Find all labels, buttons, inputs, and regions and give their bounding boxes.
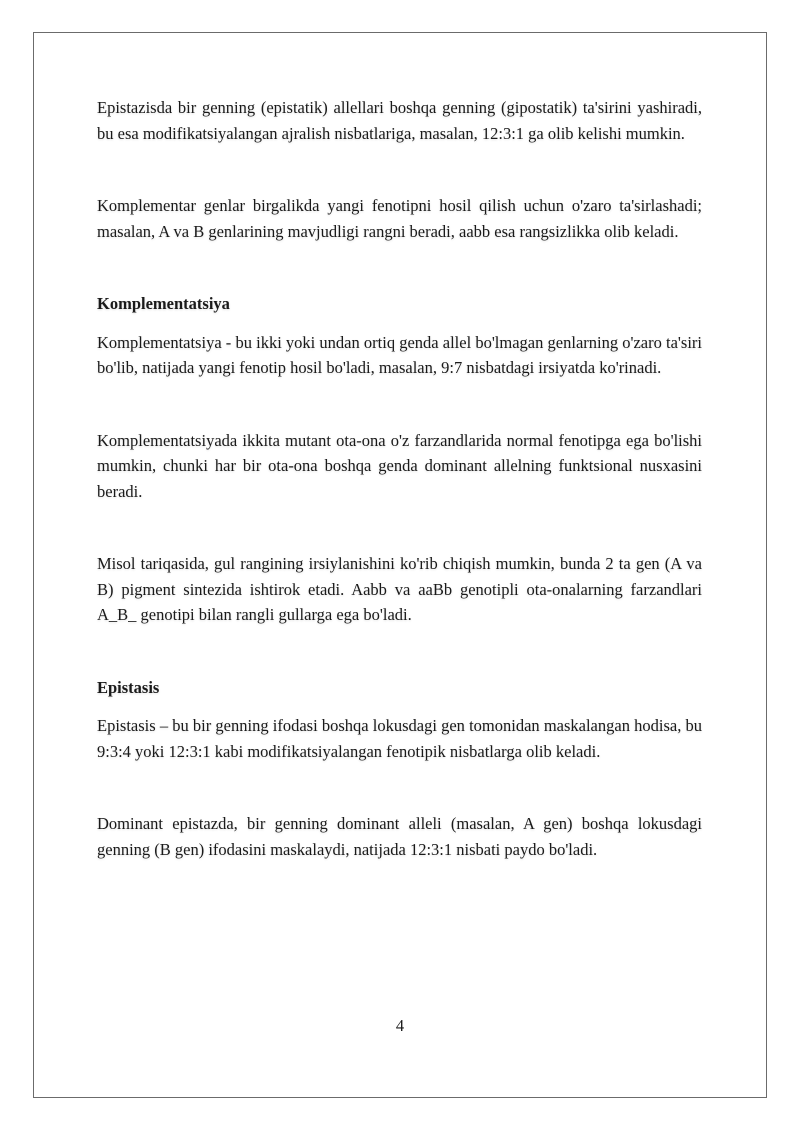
paragraph-dominant-epistasis: Dominant epistazda, bir genning dominant alleli (masalan, A gen) boshqa lokusdagi genning (B gen) ifodasini maskalaydi, natijada 12:3:1 nisbati paydo bo'ladi.: [97, 814, 702, 859]
paragraph-complementation-mutants: Komplementatsiyada ikkita mutant ota-ona o'z farzandlarida normal fenotipga ega bo'lishi mumkin, chunki har bir ota-ona boshqa genda dominant allelning funktsional nusxasini beradi.: [97, 430, 702, 501]
paragraph-complementary-genes: Komplementar genlar birgalikda yangi fenotipni hosil qilish uchun o'zaro ta'sirlashadi; masalan, A va B genlarining mavjudligi rangni beradi, aabb esa rangsizlikka olib keladi.: [97, 196, 702, 241]
paragraph-epistasis-definition: Epistasis – bu bir genning ifodasi boshqa lokusdagi gen tomonidan maskalangan hodisa, bu 9:3:4 yoki 12:3:1 kabi modifikatsiyalangan fenotipik nisbatlarga olib keladi.: [97, 716, 702, 761]
paragraph-flower-color-example: Misol tariqasida, gul rangining irsiylanishini ko'rib chiqish mumkin, bunda 2 ta gen (A va B) pigment sintezida ishtirok etadi. Aabb va aaBb genotipli ota-onalarning farzandlari A_B_ genotipi bilan rangli gullarga ega bo'ladi.: [97, 554, 702, 624]
page-number: 4: [395, 1016, 405, 1035]
heading-epistasis: Epistasis: [97, 677, 160, 697]
paragraph-epistasis-intro: Epistazisda bir genning (epistatik) allellari boshqa genning (gipostatik) ta'sirini yashiradi, bu esa modifikatsiyalangan ajralish nisbatlariga, masalan, 12:3:1 ga olib kelishi mumkin.: [97, 98, 702, 143]
page-content: [97, 95, 702, 862]
heading-komplementatsiya: Komplementatsiya: [97, 294, 230, 313]
paragraph-complementation-definition: Komplementatsiya - bu ikki yoki undan ortiq genda allel bo'lmagan genlarning o'zaro ta'siri bo'lib, natijada yangi fenotip hosil bo'ladi, masalan, 9:7 nisbatdagi irsiyatda ko'rinadi.: [97, 332, 702, 377]
